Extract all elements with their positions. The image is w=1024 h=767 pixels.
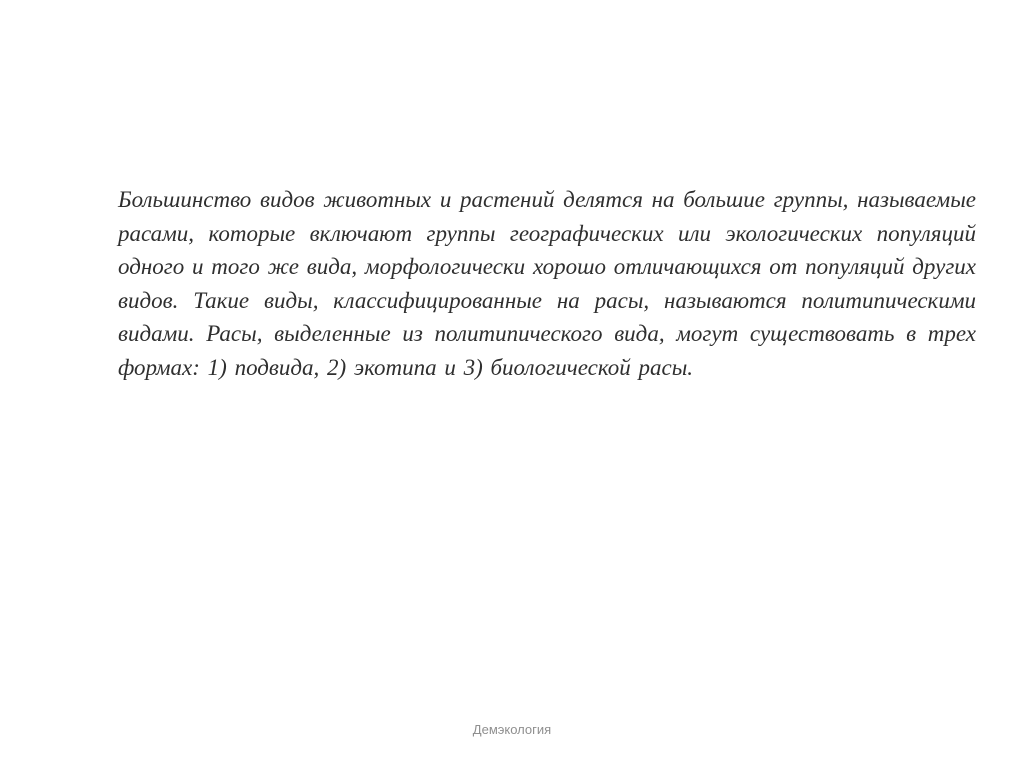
footer-caption: Демэкология (472, 722, 552, 737)
slide-paragraph: Большинство видов животных и растений делятся на большие группы, называемые расами, которые включают группы географических или экологических популяций одного и того же вида, морфологически хорошо отличающихся от популяций других видов. Такие виды, классифицированные на расы, называются политипическими видами. Расы, выделенные из политипического вида, могут существовать в трех формах: 1) подвида, 2) экотипа и 3) биологической расы. (118, 187, 976, 380)
